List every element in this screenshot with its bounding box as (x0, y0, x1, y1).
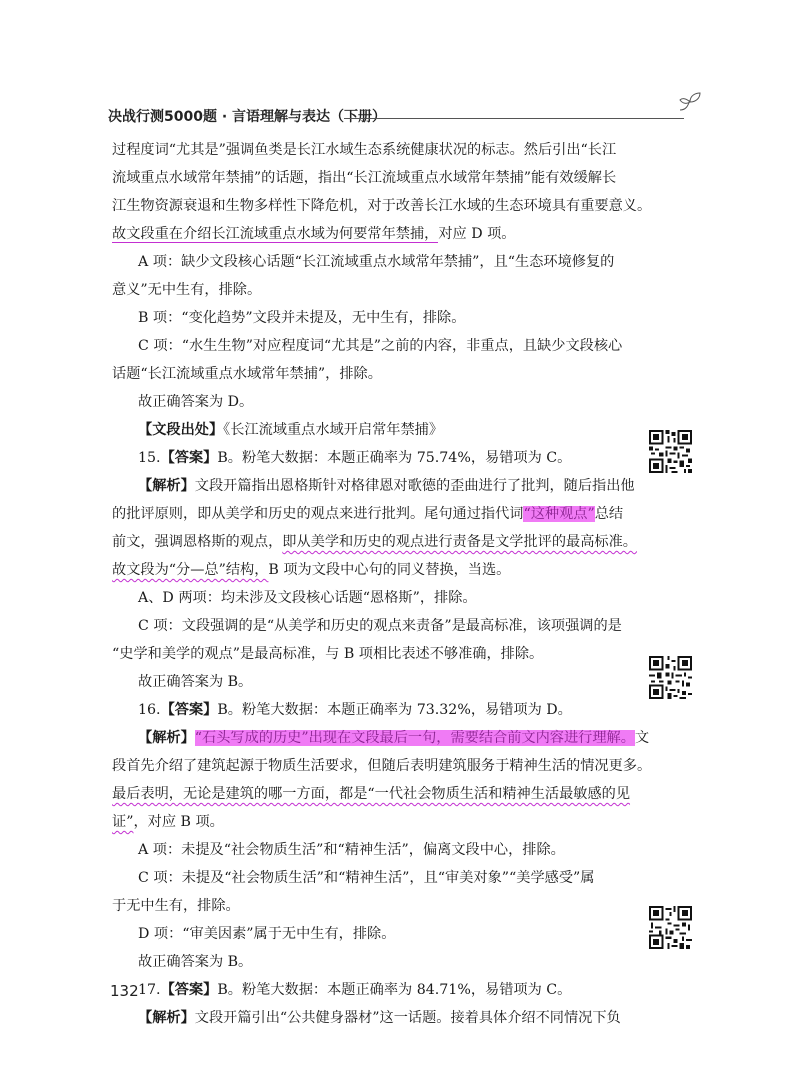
wavy-underline: 故文段为“分—总”结构， (112, 562, 269, 578)
highlight: “这种观点” (523, 506, 595, 522)
q16-answer: 16.【答案】B。粉笔大数据：本题正确率为 73.32%，易错项为 D。 (138, 702, 572, 718)
text-line: 于无中生有，排除。 (112, 898, 240, 914)
text-line: 前文，强调恩格斯的观点，即从美学和历史的观点进行责备是文学批评的最高标准。 (112, 534, 637, 550)
text-line: 的批评原则，即从美学和历史的观点来进行批判。尾句通过指代词“这种观点”总结 (112, 506, 624, 522)
q17-answer: 17.【答案】B。粉笔大数据：本题正确率为 84.71%，易错项为 C。 (138, 982, 572, 998)
qr-code-icon[interactable] (649, 656, 692, 699)
page-number: 132 (110, 982, 139, 1000)
qr-code-icon[interactable] (649, 430, 692, 473)
option-c-explanation: C 项：“水生生物”对应程度词“尤其是”之前的内容，非重点，且缺少文段核心 (138, 338, 623, 354)
wavy-underline: 最后表明，无论是建筑的哪一方面，都是“一代社会物质生活和精神生活最敏感的见 (112, 786, 631, 802)
text-line: C 项：文段强调的是“从美学和历史的观点来责备”是最高标准，该项强调的是 (138, 618, 622, 634)
header-rule (344, 118, 684, 119)
leaf-icon (678, 92, 706, 114)
q15-analysis: 【解析】文段开篇指出恩格斯针对格律恩对歌德的歪曲进行了批判，随后指出他 (138, 478, 635, 494)
option-a-explanation: A 项：缺少文段核心话题“长江流域重点水域常年禁捕”，且“生态环境修复的 (138, 254, 615, 270)
text-line (112, 782, 631, 807)
text-line: A 项：未提及“社会物质生活”和“精神生活”，偏离文段中心，排除。 (138, 842, 565, 858)
text-line: 故文段为“分—总”结构，B 项为文段中心句的同义替换，当选。 (112, 562, 511, 578)
q17-analysis: 【解析】文段开篇引出“公共健身器材”这一话题。接着具体介绍不同情况下负 (138, 1010, 621, 1026)
correct-answer: 故正确答案为 B。 (138, 674, 253, 690)
underlined-key-sentence: 故文段重在介绍长江流域重点水域为何要常年禁捕， (112, 226, 439, 242)
option-b-explanation: B 项：“变化趋势”文段并未提及，无中生有，排除。 (138, 310, 466, 326)
text-line: 段首先介绍了建筑起源于物质生活要求，但随后表明建筑服务于精神生活的情况更多。 (112, 758, 652, 774)
correct-answer: 故正确答案为 B。 (138, 954, 253, 970)
text-line: A、D 两项：均未涉及文段核心话题“恩格斯”，排除。 (138, 590, 477, 606)
wavy-underline: 即从美学和历史的观点进行责备是文学批评的最高标准。 (282, 534, 637, 550)
q15-answer: 15.【答案】B。粉笔大数据：本题正确率为 75.74%，易错项为 C。 (138, 450, 572, 466)
highlight: “石头写成的历史”出现在文段最后一句，需要结合前文内容进行理解。 (194, 730, 635, 746)
text-line: 故文段重在介绍长江流域重点水域为何要常年禁捕，对应 D 项。 (112, 226, 516, 242)
running-header (108, 106, 698, 130)
text-line: 江生物资源衰退和生物多样性下降危机，对于改善长江水域的生态环境具有重要意义。 (112, 198, 652, 214)
wavy-underline: 证” (112, 814, 134, 830)
text-line: “史学和美学的观点”是最高标准，与 B 项相比表述不够准确，排除。 (112, 646, 544, 662)
q16-analysis: 【解析】“石头写成的历史”出现在文段最后一句，需要结合前文内容进行理解。文 (138, 730, 650, 746)
text-line: C 项：未提及“社会物质生活”和“精神生活”，且“审美对象”“美学感受”属 (138, 870, 595, 886)
qr-code-icon[interactable] (649, 906, 692, 949)
source-citation: 【文段出处】《长江流域重点水域开启常年禁捕》 (138, 422, 444, 438)
text-line: 过程度词“尤其是”强调鱼类是长江水域生态系统健康状况的标志。然后引出“长江 (112, 142, 617, 158)
text-line: 话题“长江流域重点水域常年禁捕”，排除。 (112, 366, 382, 382)
text-line: D 项：“审美因素”属于无中生有，排除。 (138, 926, 396, 942)
page-body (112, 138, 652, 1031)
book-title: 决战行测5000题 · 言语理解与表达（下册） (108, 109, 387, 125)
text-line: 流域重点水域常年禁捕”的话题，指出“长江流域重点水域常年禁捕”能有效缓解长 (112, 170, 617, 186)
correct-answer: 故正确答案为 D。 (138, 394, 254, 410)
text-line: 意义”无中生有，排除。 (112, 282, 262, 298)
text-line: 证”，对应 B 项。 (112, 814, 224, 830)
